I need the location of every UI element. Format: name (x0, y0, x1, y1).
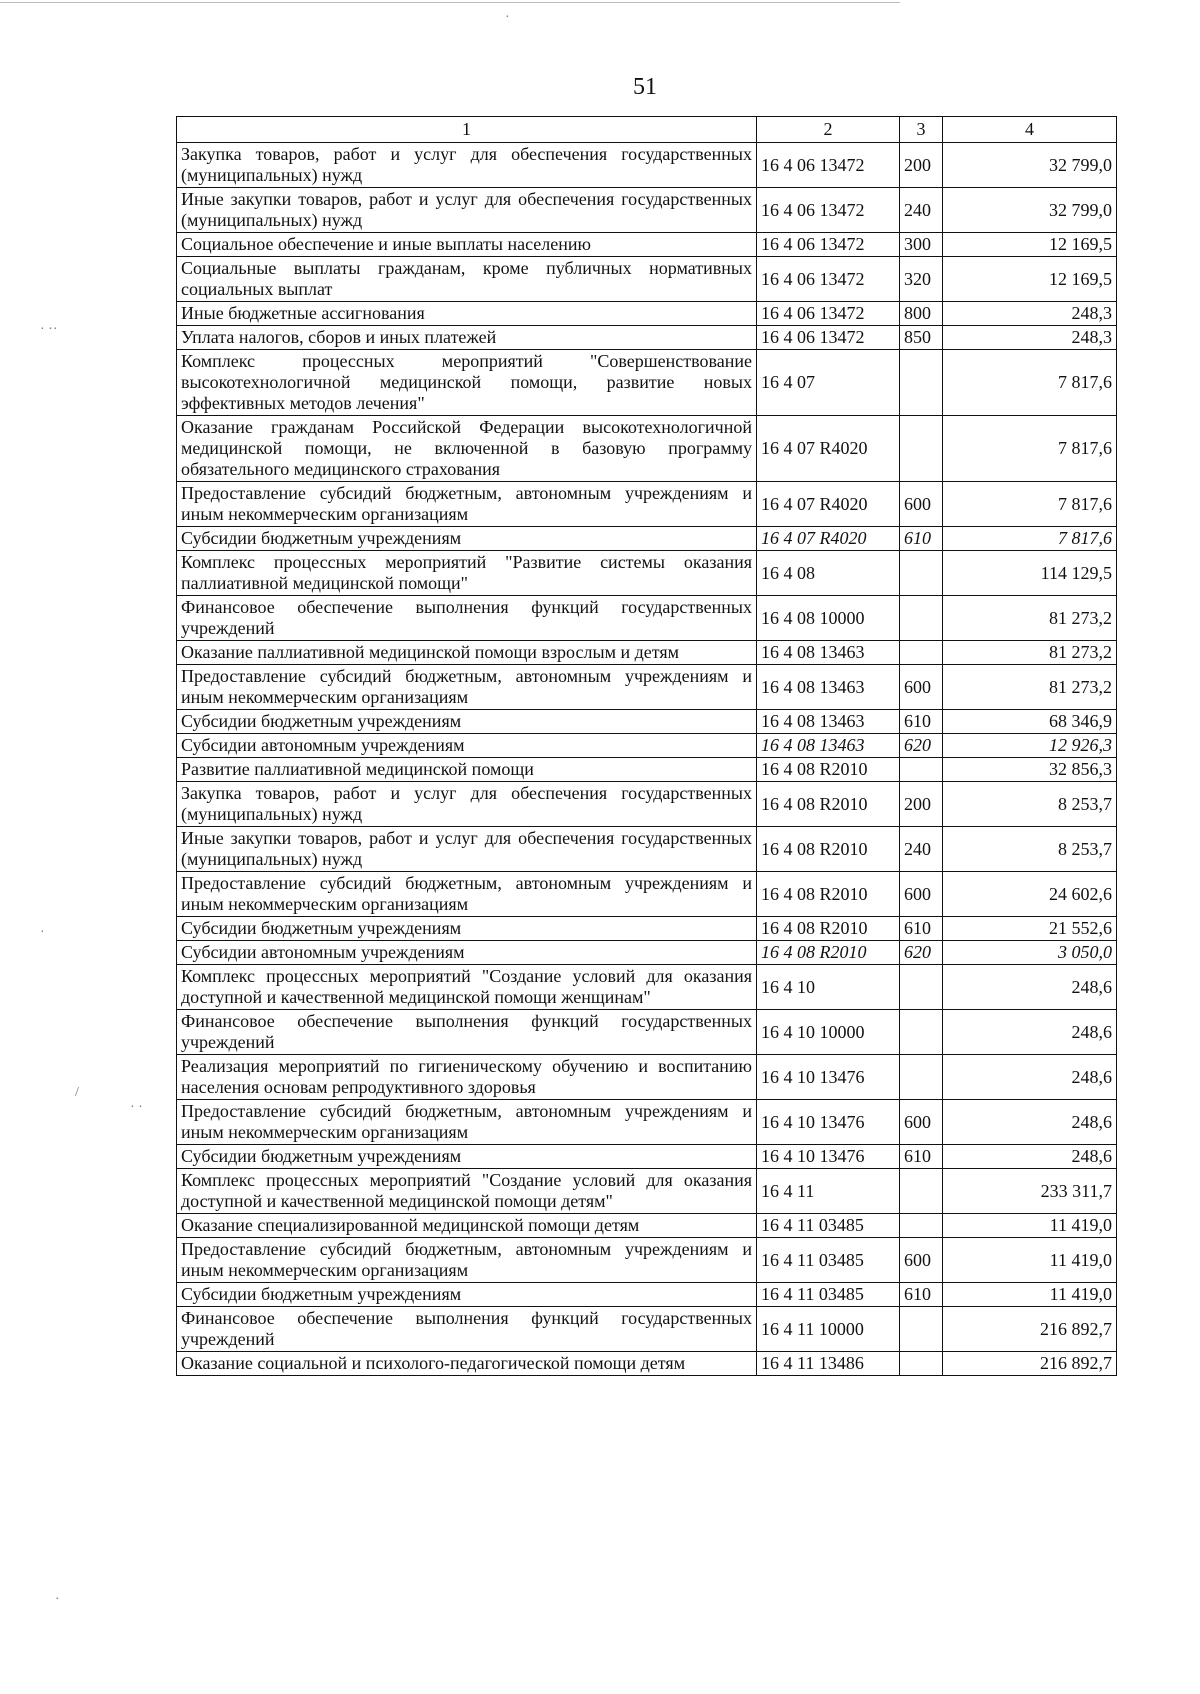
table-row (177, 917, 1117, 941)
column-header-name: 1 (177, 117, 757, 143)
page-number: 51 (633, 74, 657, 100)
row-name-cell: Комплекс процессных мероприятий "Совершенствование высокотехнологичной медицинской помощи, развитие новых эффективных методов лечения" (177, 350, 757, 416)
row-vr-cell: 200 (900, 143, 943, 188)
row-sum-cell: 12 169,5 (943, 257, 1117, 302)
table-row (177, 758, 1117, 782)
row-code-cell: 16 4 06 13472 (757, 257, 900, 302)
row-code-cell: 16 4 06 13472 (757, 143, 900, 188)
row-name-cell: Комплекс процессных мероприятий "Создание условий для оказания доступной и качественной медицинской помощи женщинам" (177, 965, 757, 1010)
row-vr-cell (900, 596, 943, 641)
scan-speck: · (40, 925, 45, 940)
row-vr-cell: 610 (900, 527, 943, 551)
row-sum-cell: 114 129,5 (943, 551, 1117, 596)
table-row (177, 257, 1117, 302)
row-vr-cell: 300 (900, 233, 943, 257)
row-vr-cell: 240 (900, 188, 943, 233)
row-sum-cell: 81 273,2 (943, 596, 1117, 641)
table-row (177, 326, 1117, 350)
table-row (177, 1100, 1117, 1145)
row-code-cell: 16 4 06 13472 (757, 326, 900, 350)
row-name-cell: Оказание паллиативной медицинской помощи взрослым и детям (177, 641, 757, 665)
row-sum-cell: 32 799,0 (943, 188, 1117, 233)
table-row (177, 941, 1117, 965)
row-vr-cell: 610 (900, 710, 943, 734)
row-sum-cell: 216 892,7 (943, 1307, 1117, 1352)
row-code-cell: 16 4 07 (757, 350, 900, 416)
table-row (177, 1055, 1117, 1100)
table-row (177, 734, 1117, 758)
row-vr-cell: 600 (900, 1100, 943, 1145)
row-name-cell: Субсидии бюджетным учреждениям (177, 527, 757, 551)
row-name-cell: Предоставление субсидий бюджетным, автономным учреждениям и иным некоммерческим организациям (177, 872, 757, 917)
row-name-cell: Субсидии бюджетным учреждениям (177, 917, 757, 941)
row-name-cell: Комплекс процессных мероприятий "Создание условий для оказания доступной и качественной медицинской помощи детям" (177, 1169, 757, 1214)
table-row (177, 482, 1117, 527)
scan-speck: · · (130, 1100, 143, 1115)
row-vr-cell (900, 1169, 943, 1214)
row-name-cell: Социальные выплаты гражданам, кроме публичных нормативных социальных выплат (177, 257, 757, 302)
table-row (177, 551, 1117, 596)
row-code-cell: 16 4 10 10000 (757, 1010, 900, 1055)
table-row (177, 665, 1117, 710)
table-row (177, 965, 1117, 1010)
table-row (177, 302, 1117, 326)
row-vr-cell (900, 416, 943, 482)
row-name-cell: Предоставление субсидий бюджетным, автономным учреждениям и иным некоммерческим организациям (177, 1238, 757, 1283)
row-sum-cell: 8 253,7 (943, 782, 1117, 827)
scan-speck: / (75, 1085, 79, 1100)
row-name-cell: Иные закупки товаров, работ и услуг для обеспечения государственных (муниципальных) нужд (177, 188, 757, 233)
row-code-cell: 16 4 08 R2010 (757, 782, 900, 827)
row-code-cell: 16 4 08 13463 (757, 665, 900, 710)
table-row (177, 782, 1117, 827)
scan-speck: · (55, 1592, 60, 1607)
row-vr-cell (900, 1214, 943, 1238)
row-code-cell: 16 4 11 10000 (757, 1307, 900, 1352)
row-sum-cell: 68 346,9 (943, 710, 1117, 734)
row-vr-cell: 800 (900, 302, 943, 326)
row-vr-cell: 850 (900, 326, 943, 350)
row-sum-cell: 11 419,0 (943, 1238, 1117, 1283)
page-top-rule (0, 2, 900, 3)
row-sum-cell: 11 419,0 (943, 1214, 1117, 1238)
row-name-cell: Субсидии бюджетным учреждениям (177, 710, 757, 734)
row-sum-cell: 248,6 (943, 1010, 1117, 1055)
row-vr-cell: 600 (900, 1238, 943, 1283)
row-sum-cell: 32 799,0 (943, 143, 1117, 188)
row-code-cell: 16 4 06 13472 (757, 188, 900, 233)
row-code-cell: 16 4 08 10000 (757, 596, 900, 641)
row-vr-cell: 200 (900, 782, 943, 827)
row-name-cell: Финансовое обеспечение выполнения функций государственных учреждений (177, 1010, 757, 1055)
row-vr-cell (900, 641, 943, 665)
row-name-cell: Реализация мероприятий по гигиеническому обучению и воспитанию населения основам репродуктивного здоровья (177, 1055, 757, 1100)
scan-speck: · (505, 10, 510, 25)
table-header-row (177, 117, 1117, 143)
row-sum-cell: 248,6 (943, 1145, 1117, 1169)
row-vr-cell (900, 350, 943, 416)
row-vr-cell (900, 551, 943, 596)
row-code-cell: 16 4 07 R4020 (757, 527, 900, 551)
row-vr-cell (900, 1352, 943, 1376)
row-code-cell: 16 4 08 13463 (757, 710, 900, 734)
row-code-cell: 16 4 06 13472 (757, 233, 900, 257)
row-vr-cell (900, 965, 943, 1010)
row-code-cell: 16 4 07 R4020 (757, 416, 900, 482)
table-row (177, 1307, 1117, 1352)
row-code-cell: 16 4 08 13463 (757, 641, 900, 665)
row-code-cell: 16 4 08 R2010 (757, 758, 900, 782)
row-code-cell: 16 4 07 R4020 (757, 482, 900, 527)
table-row (177, 1238, 1117, 1283)
table-row (177, 827, 1117, 872)
table-row (177, 188, 1117, 233)
table-row (177, 596, 1117, 641)
row-code-cell: 16 4 08 (757, 551, 900, 596)
row-code-cell: 16 4 08 R2010 (757, 917, 900, 941)
row-name-cell: Предоставление субсидий бюджетным, автономным учреждениям и иным некоммерческим организациям (177, 1100, 757, 1145)
row-sum-cell: 32 856,3 (943, 758, 1117, 782)
row-vr-cell: 600 (900, 482, 943, 527)
row-name-cell: Закупка товаров, работ и услуг для обеспечения государственных (муниципальных) нужд (177, 143, 757, 188)
table-row (177, 1169, 1117, 1214)
row-sum-cell: 7 817,6 (943, 482, 1117, 527)
row-code-cell: 16 4 08 R2010 (757, 872, 900, 917)
row-sum-cell: 248,6 (943, 1100, 1117, 1145)
table-body (177, 143, 1117, 1376)
column-header-code: 2 (757, 117, 900, 143)
row-sum-cell: 248,6 (943, 1055, 1117, 1100)
row-name-cell: Социальное обеспечение и иные выплаты населению (177, 233, 757, 257)
row-vr-cell (900, 1307, 943, 1352)
row-vr-cell: 620 (900, 941, 943, 965)
row-code-cell: 16 4 10 13476 (757, 1100, 900, 1145)
row-name-cell: Оказание социальной и психолого-педагогической помощи детям (177, 1352, 757, 1376)
row-name-cell: Комплекс процессных мероприятий "Развитие системы оказания паллиативной медицинской помощи" (177, 551, 757, 596)
row-sum-cell: 81 273,2 (943, 665, 1117, 710)
row-code-cell: 16 4 11 (757, 1169, 900, 1214)
row-sum-cell: 7 817,6 (943, 527, 1117, 551)
row-name-cell: Закупка товаров, работ и услуг для обеспечения государственных (муниципальных) нужд (177, 782, 757, 827)
table-row (177, 350, 1117, 416)
table-row (177, 1283, 1117, 1307)
scan-speck: · ·· (40, 322, 58, 337)
table-row (177, 1010, 1117, 1055)
row-vr-cell: 600 (900, 665, 943, 710)
row-code-cell: 16 4 10 13476 (757, 1145, 900, 1169)
row-sum-cell: 12 926,3 (943, 734, 1117, 758)
table-row (177, 416, 1117, 482)
row-sum-cell: 21 552,6 (943, 917, 1117, 941)
row-sum-cell: 81 273,2 (943, 641, 1117, 665)
row-code-cell: 16 4 08 13463 (757, 734, 900, 758)
table-row (177, 143, 1117, 188)
row-sum-cell: 11 419,0 (943, 1283, 1117, 1307)
row-name-cell: Иные закупки товаров, работ и услуг для обеспечения государственных (муниципальных) нужд (177, 827, 757, 872)
row-code-cell: 16 4 11 03485 (757, 1283, 900, 1307)
row-vr-cell: 240 (900, 827, 943, 872)
row-name-cell: Субсидии автономным учреждениям (177, 734, 757, 758)
row-sum-cell: 248,3 (943, 326, 1117, 350)
row-sum-cell: 248,6 (943, 965, 1117, 1010)
row-code-cell: 16 4 11 03485 (757, 1214, 900, 1238)
table-row (177, 1214, 1117, 1238)
row-sum-cell: 216 892,7 (943, 1352, 1117, 1376)
row-name-cell: Иные бюджетные ассигнования (177, 302, 757, 326)
row-vr-cell (900, 1010, 943, 1055)
table-row (177, 1352, 1117, 1376)
row-sum-cell: 3 050,0 (943, 941, 1117, 965)
row-name-cell: Оказание специализированной медицинской помощи детям (177, 1214, 757, 1238)
row-name-cell: Предоставление субсидий бюджетным, автономным учреждениям и иным некоммерческим организациям (177, 482, 757, 527)
row-code-cell: 16 4 11 03485 (757, 1238, 900, 1283)
row-vr-cell: 600 (900, 872, 943, 917)
row-code-cell: 16 4 08 R2010 (757, 827, 900, 872)
table-row (177, 710, 1117, 734)
row-code-cell: 16 4 11 13486 (757, 1352, 900, 1376)
row-vr-cell (900, 758, 943, 782)
table-row (177, 1145, 1117, 1169)
column-header-vr: 3 (900, 117, 943, 143)
table-row (177, 527, 1117, 551)
row-sum-cell: 8 253,7 (943, 827, 1117, 872)
table-row (177, 233, 1117, 257)
column-header-sum: 4 (943, 117, 1117, 143)
row-vr-cell: 320 (900, 257, 943, 302)
row-sum-cell: 7 817,6 (943, 416, 1117, 482)
row-sum-cell: 248,3 (943, 302, 1117, 326)
row-code-cell: 16 4 08 R2010 (757, 941, 900, 965)
row-name-cell: Уплата налогов, сборов и иных платежей (177, 326, 757, 350)
row-vr-cell: 610 (900, 917, 943, 941)
row-vr-cell: 610 (900, 1283, 943, 1307)
row-code-cell: 16 4 10 13476 (757, 1055, 900, 1100)
row-name-cell: Финансовое обеспечение выполнения функций государственных учреждений (177, 1307, 757, 1352)
row-sum-cell: 233 311,7 (943, 1169, 1117, 1214)
row-vr-cell (900, 1055, 943, 1100)
row-sum-cell: 12 169,5 (943, 233, 1117, 257)
budget-table (176, 116, 1117, 1376)
row-sum-cell: 24 602,6 (943, 872, 1117, 917)
row-name-cell: Субсидии автономным учреждениям (177, 941, 757, 965)
table-row (177, 872, 1117, 917)
row-name-cell: Оказание гражданам Российской Федерации высокотехнологичной медицинской помощи, не включенной в базовую программу обязательного медицинского страхования (177, 416, 757, 482)
row-code-cell: 16 4 06 13472 (757, 302, 900, 326)
row-name-cell: Финансовое обеспечение выполнения функций государственных учреждений (177, 596, 757, 641)
row-name-cell: Развитие паллиативной медицинской помощи (177, 758, 757, 782)
row-sum-cell: 7 817,6 (943, 350, 1117, 416)
row-name-cell: Субсидии бюджетным учреждениям (177, 1145, 757, 1169)
row-vr-cell: 610 (900, 1145, 943, 1169)
row-vr-cell: 620 (900, 734, 943, 758)
row-code-cell: 16 4 10 (757, 965, 900, 1010)
table-row (177, 641, 1117, 665)
row-name-cell: Предоставление субсидий бюджетным, автономным учреждениям и иным некоммерческим организациям (177, 665, 757, 710)
row-name-cell: Субсидии бюджетным учреждениям (177, 1283, 757, 1307)
